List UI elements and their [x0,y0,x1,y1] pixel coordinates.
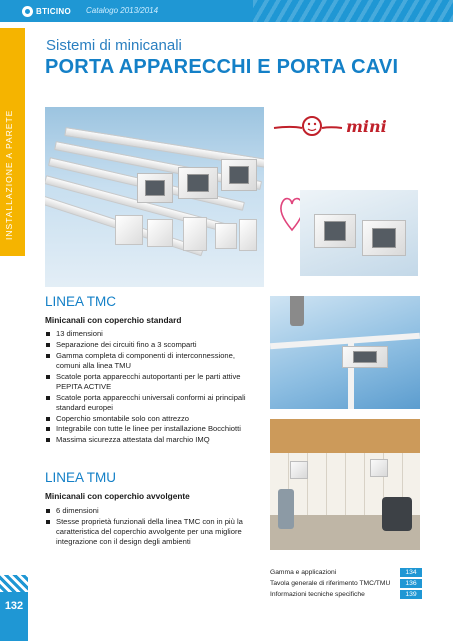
section-title-tmu: LINEA TMU [45,470,117,485]
connector-piece [183,217,207,251]
list-item: Coperchio smontabile solo con attrezzo [45,414,260,424]
section-subtitle-tmc: Minicanali con coperchio standard [45,315,182,325]
bullet-list-tmc [45,329,260,446]
kitchen-shelf [270,419,420,453]
mini-logo [272,110,392,144]
connector-piece [115,215,143,245]
coffee-machine-shape [382,497,412,531]
section-subtitle-tmu: Minicanali con coperchio avvolgente [45,491,190,501]
device-box [221,159,257,191]
page-index [270,567,422,600]
connector-piece [239,219,257,251]
device-box [137,173,173,203]
brand-name: BTICINO [36,7,71,16]
index-label: Informazioni tecniche specifiche [270,591,365,598]
list-item: Scatole porta apparecchi universali conformi ai principali standard europei [45,393,260,413]
device-box [178,167,218,199]
page-number: 132 [4,600,24,612]
mini-logo-text: mini [346,117,387,136]
brand-logo-icon [22,6,33,17]
page-title: PORTA APPARECCHI E PORTA CAVI [45,56,399,78]
index-row[interactable] [270,578,422,589]
product-photo-trunking [45,107,264,287]
device-box [362,220,406,256]
index-row[interactable] [270,567,422,578]
product-photo-device-boxes [300,190,418,276]
section-tab-label: INSTALLAZIONE A PARETE [4,109,14,240]
device-box [342,346,388,368]
section-title-tmc: LINEA TMC [45,294,117,309]
connector-piece [147,219,173,247]
list-item: 6 dimensioni [45,506,260,516]
index-page: 139 [400,590,422,599]
header-pattern [253,0,453,22]
bullet-list-tmu [45,506,260,548]
socket [370,459,388,477]
list-item: Gamma completa di componenti di interconnessione, comuni alla linea TMU [45,351,260,371]
photo-wall-installation [270,296,420,409]
list-item: Massima sicurezza attestata dal marchio IMQ [45,435,260,445]
index-page: 134 [400,568,422,577]
photo-kitchen-installation [270,419,420,550]
lamp-shape [290,296,304,326]
device-box [314,214,356,248]
connector-piece [215,223,237,249]
list-item: Scatole porta apparecchi autoportanti per le parti attive PEPITA ACTIVE [45,372,260,392]
list-item: Stesse proprietà funzionali della linea TMC con in più la caratteristica del coperchio avvolgente per una migliore integrazione con il design degli ambienti [45,517,260,548]
header-strip [0,0,453,22]
socket [290,461,308,479]
list-item: Separazione dei circuiti fino a 3 scomparti [45,340,260,350]
catalog-label: Catalogo 2013/2014 [86,6,159,15]
brand-logo [22,5,71,18]
index-row[interactable] [270,589,422,600]
page-subtitle: Sistemi di minicanali [46,37,182,54]
list-item: Integrabile con tutte le linee per installazione Bocchiotti [45,424,260,434]
index-page: 136 [400,579,422,588]
blender-shape [278,489,294,529]
index-label: Gamma e applicazioni [270,569,337,576]
index-label: Tavola generale di riferimento TMC/TMU [270,580,391,587]
list-item: 13 dimensioni [45,329,260,339]
